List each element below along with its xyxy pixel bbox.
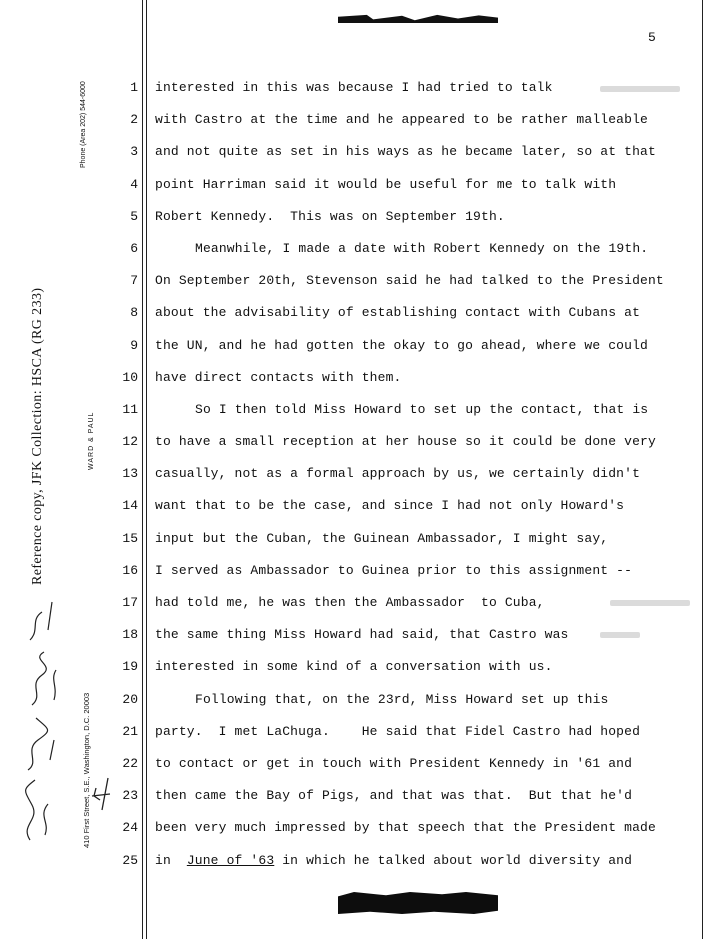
- transcript-line: On September 20th, Stevenson said he had talked to the President: [155, 273, 664, 289]
- line-number: 14: [122, 498, 138, 514]
- transcript-line: the UN, and he had gotten the okay to go ahead, where we could: [155, 337, 648, 353]
- line-number: 13: [122, 466, 138, 482]
- transcript-line: I served as Ambassador to Guinea prior to this assignment --: [155, 562, 633, 578]
- transcript-line: then came the Bay of Pigs, and that was that. But that he'd: [155, 788, 633, 804]
- transcript-line: So I then told Miss Howard to set up the contact, that is: [195, 401, 649, 417]
- transcript-line: about the advisability of establishing contact with Cubans at: [155, 305, 641, 321]
- transcript-line: input but the Cuban, the Guinean Ambassador, I might say,: [155, 530, 609, 546]
- transcript-body: [155, 78, 700, 883]
- transcript-line: Robert Kennedy. This was on September 19th.: [155, 208, 505, 224]
- transcript-line: and not quite as set in his ways as he became later, so at that: [155, 144, 656, 160]
- transcript-line: had told me, he was then the Ambassador to Cuba,: [155, 595, 545, 610]
- transcript-line: Following that, on the 23rd, Miss Howard set up this: [195, 691, 609, 707]
- line-number: 17: [122, 595, 138, 610]
- phone-number: Phone (Area 202) 544-6000: [80, 81, 87, 168]
- line-number: 2: [130, 112, 138, 128]
- line-number: 22: [122, 755, 138, 771]
- line-text-before: in: [155, 852, 187, 868]
- line-number: 18: [122, 627, 138, 643]
- transcript-line: interested in this was because I had tried to talk: [155, 80, 553, 95]
- transcript-line: to have a small reception at her house so it could be done very: [155, 434, 656, 450]
- line-number: 3: [130, 144, 138, 160]
- line-number: 10: [122, 369, 138, 385]
- transcript-line: to contact or get in touch with President Kennedy in '61 and: [155, 755, 633, 771]
- line-number: 7: [130, 273, 138, 289]
- underlined-date: June of '63: [186, 852, 275, 868]
- line-number: 12: [122, 434, 138, 450]
- transcript-line: been very much impressed by that speech that the President made: [155, 820, 656, 836]
- margin-rule-left-2: [146, 0, 147, 939]
- line-number: 20: [122, 691, 138, 707]
- line-number: 25: [122, 852, 138, 868]
- margin-rule-right: [702, 0, 703, 939]
- line-number: 8: [130, 305, 138, 321]
- transcript-line: casually, not as a formal approach by us, we certainly didn't: [155, 466, 641, 482]
- transcript-line: [155, 851, 700, 883]
- line-number: 1: [130, 80, 138, 95]
- line-number: 21: [122, 723, 138, 739]
- transcript-line: with Castro at the time and he appeared to be rather malleable: [155, 112, 648, 128]
- line-number: 19: [122, 659, 138, 675]
- transcript-line: the same thing Miss Howard had said, that Castro was: [155, 627, 569, 643]
- transcript-line: party. I met LaChuga. He said that Fidel Castro had hoped: [155, 723, 641, 739]
- line-number: 16: [122, 562, 138, 578]
- transcript-line: interested in some kind of a conversation with us.: [155, 659, 553, 675]
- top-redaction-bar: [338, 14, 498, 23]
- bottom-redaction-bar: [338, 892, 498, 914]
- line-number: 5: [130, 208, 138, 224]
- reference-copy-stamp: Reference copy, JFK Collection: HSCA (RG 233): [30, 287, 45, 585]
- line-numbers: [108, 78, 138, 883]
- firm-address: 410 First Street, S.E., Washington, D.C. 20003: [82, 692, 91, 848]
- margin-rule-left-1: [142, 0, 143, 939]
- transcript-line: point Harriman said it would be useful for me to talk with: [155, 176, 617, 192]
- line-number: 15: [122, 530, 138, 546]
- page-number: 5: [648, 30, 656, 45]
- firm-name: WARD & PAUL: [88, 411, 95, 470]
- line-number: 11: [122, 401, 138, 417]
- line-number: 6: [130, 240, 138, 256]
- line-number: 9: [130, 337, 138, 353]
- line-number: 23: [122, 788, 138, 804]
- line-number: 24: [122, 820, 138, 836]
- line-number: 4: [130, 176, 138, 192]
- transcript-line: Meanwhile, I made a date with Robert Kennedy on the 19th.: [195, 240, 649, 256]
- handwritten-note: [10, 590, 70, 850]
- transcript-line: want that to be the case, and since I had not only Howard's: [155, 498, 625, 514]
- line-text-after: in which he talked about world diversity and: [274, 852, 633, 868]
- transcript-line: have direct contacts with them.: [155, 369, 402, 385]
